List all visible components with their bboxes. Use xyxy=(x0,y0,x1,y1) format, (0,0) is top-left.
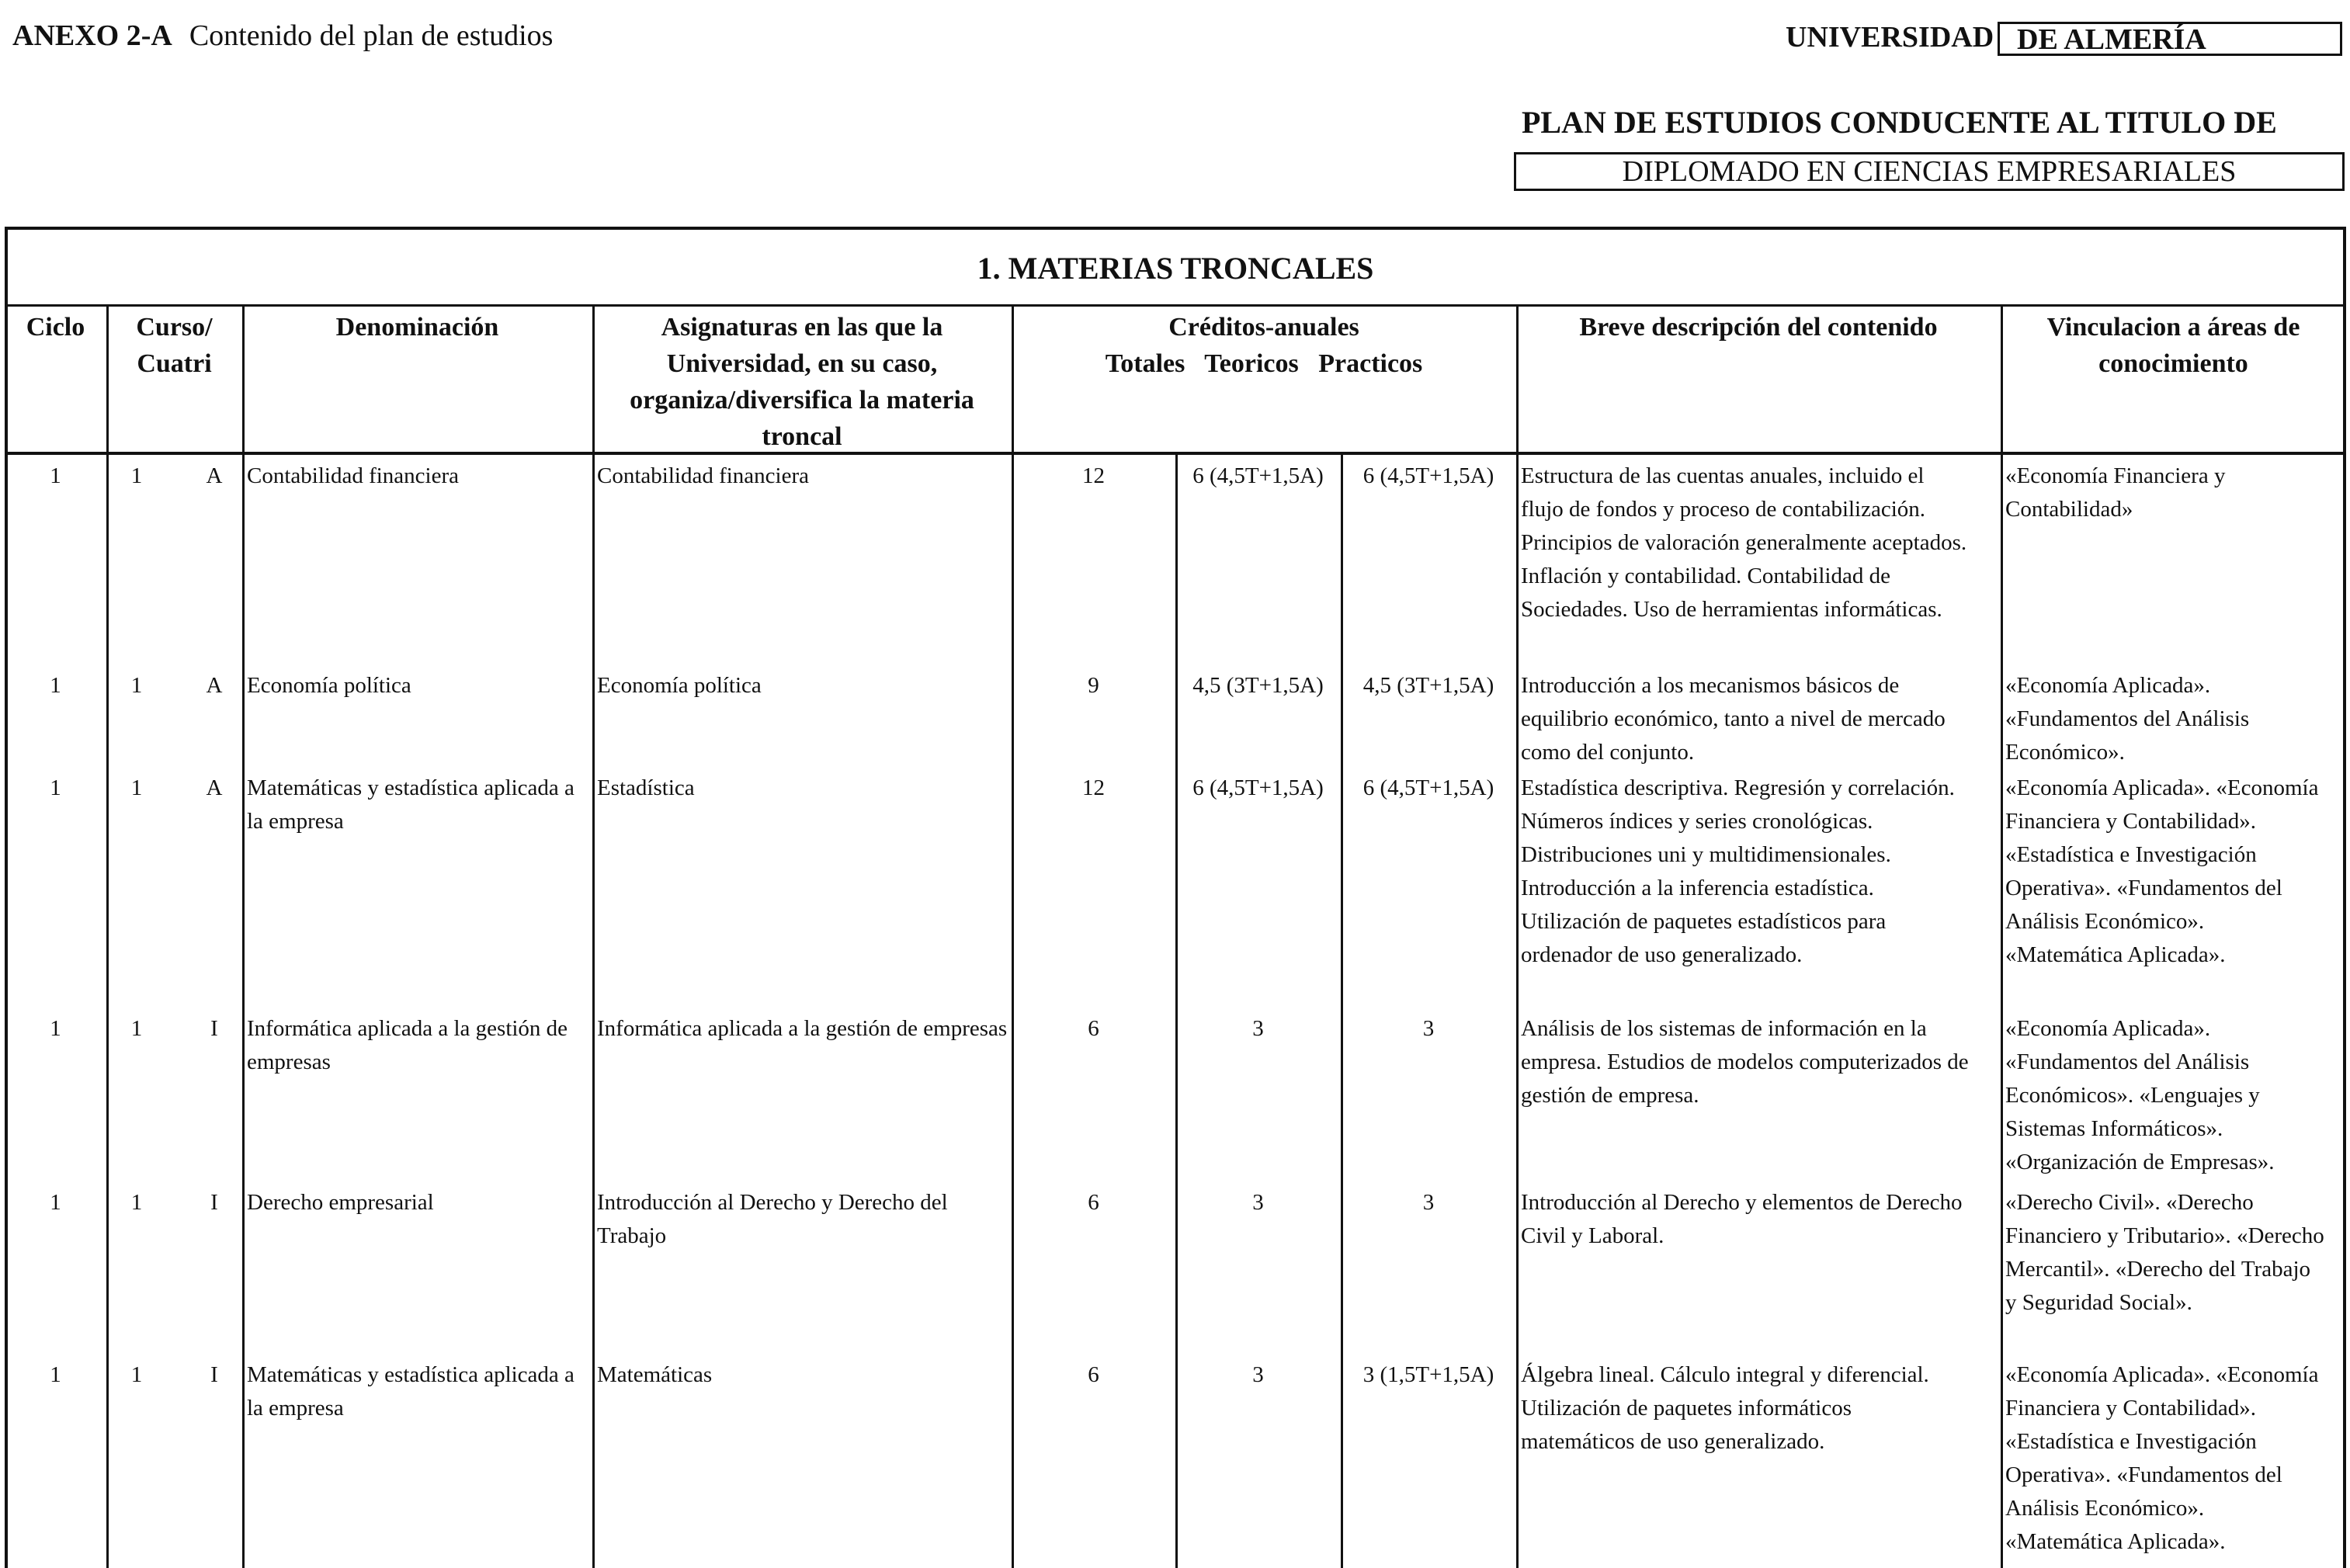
col-header-creditos-sub: Totales Teoricos Practicos xyxy=(1105,349,1423,378)
cell-creditos-practicos: 3 (1,5T+1,5A) xyxy=(1362,1362,1494,1387)
col-header-asignaturas xyxy=(592,309,1012,455)
degree-title: DIPLOMADO EN CIENCIAS EMPRESARIALES xyxy=(1514,152,2345,191)
cell-cuatri: I xyxy=(210,1190,218,1215)
vinculacion-line: «Organización de Empresas». xyxy=(2005,1150,2275,1174)
cell-creditos-teoricos: 4,5 (3T+1,5A) xyxy=(1192,673,1324,698)
cell-creditos-practicos: 6 (4,5T+1,5A) xyxy=(1362,775,1494,800)
col-divider xyxy=(242,304,245,1568)
descripcion-line: flujo de fondos y proceso de contabilización. xyxy=(1521,497,1926,522)
descripcion-line: Estructura de las cuentas anuales, incluido el xyxy=(1521,463,1925,488)
col-header-descripcion: Breve descripción del contenido xyxy=(1579,313,1938,342)
cell-asignatura: Introducción al Derecho y Derecho del Trabajo xyxy=(597,1190,948,1248)
cell-descripcion xyxy=(1521,669,1998,769)
cell-cuatri: I xyxy=(210,1016,218,1041)
col-divider xyxy=(1516,304,1519,1568)
cell-vinculacion xyxy=(2005,772,2344,972)
descripcion-line: como del conjunto. xyxy=(1521,740,1695,765)
descripcion-line: Inflación y contabilidad. Contabilidad de xyxy=(1521,564,1890,588)
vinculacion-line: «Estadística e Investigación xyxy=(2005,842,2257,867)
troncales-table xyxy=(5,227,2346,1568)
col-header-asig-line2: Universidad, en su caso, xyxy=(666,349,938,378)
cell-descripcion xyxy=(1521,772,1998,972)
vinculacion-line: Análisis Económico». xyxy=(2005,909,2205,934)
col-header-asig-line4: troncal xyxy=(762,422,842,451)
cell-asignatura: Matemáticas xyxy=(597,1362,713,1387)
cell-vinculacion xyxy=(2005,460,2344,526)
cell-curso: 1 xyxy=(130,463,143,488)
cell-denominacion: Matemáticas y estadística aplicada a la empresa xyxy=(247,775,574,834)
descripcion-line: Introducción al Derecho y elementos de Derecho xyxy=(1521,1190,1963,1215)
descripcion-line: Distribuciones uni y multidimensionales. xyxy=(1521,842,1891,867)
cell-cuatri: A xyxy=(206,463,223,488)
cell-creditos-teoricos: 3 xyxy=(1252,1016,1264,1041)
cell-creditos-totales: 12 xyxy=(1082,463,1105,488)
vinculacion-line: «Estadística e Investigación xyxy=(2005,1429,2257,1454)
col-header-asig-line1: Asignaturas en las que la xyxy=(661,313,943,342)
cell-ciclo: 1 xyxy=(50,1016,61,1041)
descripcion-line: Civil y Laboral. xyxy=(1521,1223,1664,1248)
descripcion-line: Números índices y series cronológicas. xyxy=(1521,809,1873,834)
cell-creditos-totales: 12 xyxy=(1082,775,1105,800)
cell-creditos-teoricos: 6 (4,5T+1,5A) xyxy=(1192,463,1324,488)
cell-vinculacion xyxy=(2005,1186,2344,1320)
cell-curso: 1 xyxy=(130,673,143,698)
vinculacion-line: «Economía Aplicada». «Economía xyxy=(2005,1362,2319,1387)
vinculacion-line: Análisis Económico». xyxy=(2005,1496,2205,1521)
descripcion-line: gestión de empresa. xyxy=(1521,1083,1699,1108)
cell-cuatri: I xyxy=(210,1362,218,1387)
vinculacion-line: Económicos». «Lenguajes y xyxy=(2005,1083,2260,1108)
vinculacion-line: Contabilidad» xyxy=(2005,497,2133,522)
cell-curso: 1 xyxy=(130,1362,143,1387)
vinculacion-line: Financiero y Tributario». «Derecho xyxy=(2005,1223,2324,1248)
cell-creditos-totales: 9 xyxy=(1088,673,1099,698)
cell-ciclo: 1 xyxy=(50,1190,61,1215)
cell-asignatura: Informática aplicada a la gestión de empresas xyxy=(597,1016,1008,1041)
cell-creditos-teoricos: 3 xyxy=(1252,1190,1264,1215)
col-header-asig-line3: organiza/diversifica la materia xyxy=(630,386,974,415)
descripcion-line: ordenador de uso generalizado. xyxy=(1521,942,1803,967)
vinculacion-line: «Matemática Aplicada». xyxy=(2005,1529,2226,1554)
cell-creditos-totales: 6 xyxy=(1088,1190,1099,1215)
vinculacion-line: Sistemas Informáticos». xyxy=(2005,1116,2223,1141)
university-name: DE ALMERÍA xyxy=(1998,22,2342,56)
cell-creditos-practicos: 4,5 (3T+1,5A) xyxy=(1362,673,1494,698)
col-header-creditos-title: Créditos-anuales xyxy=(1168,313,1359,342)
col-header-curso-line1: Curso/ xyxy=(136,313,213,342)
col-header-ciclo: Ciclo xyxy=(26,313,85,342)
university-label: UNIVERSIDAD xyxy=(1786,21,1994,54)
cell-ciclo: 1 xyxy=(50,673,61,698)
annex-heading xyxy=(12,19,553,53)
cell-asignatura: Economía política xyxy=(597,673,762,698)
vinculacion-line: «Fundamentos del Análisis xyxy=(2005,706,2250,731)
annex-label: ANEXO 2-A xyxy=(12,19,172,52)
vinculacion-line: y Seguridad Social». xyxy=(2005,1290,2192,1315)
cell-curso: 1 xyxy=(130,775,143,800)
col-header-creditos xyxy=(1012,309,1516,382)
col-header-vinc-line2: conocimiento xyxy=(2098,349,2248,378)
vinculacion-line: «Fundamentos del Análisis xyxy=(2005,1049,2250,1074)
cell-descripcion xyxy=(1521,1012,1998,1112)
cell-creditos-practicos: 3 xyxy=(1422,1016,1435,1041)
annex-subtitle: Contenido del plan de estudios xyxy=(189,19,554,52)
cell-denominacion: Matemáticas y estadística aplicada a la empresa xyxy=(247,1362,574,1421)
cell-descripcion xyxy=(1521,1186,1998,1253)
col-header-curso-line2: Cuatri xyxy=(137,349,212,378)
plan-title: PLAN DE ESTUDIOS CONDUCENTE AL TITULO DE xyxy=(1522,105,2277,140)
descripcion-line: equilibrio económico, tanto a nivel de mercado xyxy=(1521,706,1946,731)
cell-ciclo: 1 xyxy=(50,1362,61,1387)
vinculacion-line: Financiera y Contabilidad». xyxy=(2005,1396,2256,1421)
col-divider xyxy=(1175,452,1178,1568)
vinculacion-line: «Economía Aplicada». xyxy=(2005,1016,2211,1041)
descripcion-line: Utilización de paquetes informáticos xyxy=(1521,1396,1852,1421)
cell-creditos-totales: 6 xyxy=(1088,1362,1099,1387)
col-divider xyxy=(592,304,595,1568)
descripcion-line: Álgebra lineal. Cálculo integral y diferencial. xyxy=(1521,1362,1929,1387)
vinculacion-line: Financiera y Contabilidad». xyxy=(2005,809,2256,834)
vinculacion-line: «Economía Aplicada». xyxy=(2005,673,2211,698)
vinculacion-line: Operativa». «Fundamentos del xyxy=(2005,876,2282,900)
cell-vinculacion xyxy=(2005,1358,2344,1559)
col-divider xyxy=(106,304,109,1568)
cell-denominacion: Contabilidad financiera xyxy=(247,463,459,488)
vinculacion-line: Económico». xyxy=(2005,740,2125,765)
cell-vinculacion xyxy=(2005,669,2344,769)
cell-creditos-practicos: 3 xyxy=(1422,1190,1435,1215)
cell-cuatri: A xyxy=(206,775,223,800)
descripcion-line: Utilización de paquetes estadísticos para xyxy=(1521,909,1887,934)
cell-asignatura: Contabilidad financiera xyxy=(597,463,809,488)
section-title: 1. MATERIAS TRONCALES xyxy=(977,251,1374,286)
cell-curso: 1 xyxy=(130,1190,143,1215)
vinculacion-line: Mercantil». «Derecho del Trabajo xyxy=(2005,1257,2311,1282)
cell-denominacion: Derecho empresarial xyxy=(247,1190,434,1215)
cell-descripcion xyxy=(1521,460,1998,626)
cell-denominacion: Economía política xyxy=(247,673,411,698)
cell-denominacion: Informática aplicada a la gestión de empresas xyxy=(247,1016,568,1074)
descripcion-line: Introducción a los mecanismos básicos de xyxy=(1521,673,1900,698)
cell-creditos-practicos: 6 (4,5T+1,5A) xyxy=(1362,463,1494,488)
vinculacion-line: «Economía Aplicada». «Economía xyxy=(2005,775,2319,800)
cell-vinculacion xyxy=(2005,1012,2344,1179)
cell-creditos-teoricos: 3 xyxy=(1252,1362,1264,1387)
descripcion-line: Sociedades. Uso de herramientas informáticas. xyxy=(1521,597,1942,622)
col-divider xyxy=(2001,304,2003,1568)
col-divider xyxy=(1341,452,1343,1568)
descripcion-line: Principios de valoración generalmente aceptados. xyxy=(1521,530,1967,555)
descripcion-line: empresa. Estudios de modelos computerizados de xyxy=(1521,1049,1969,1074)
descripcion-line: Análisis de los sistemas de información en la xyxy=(1521,1016,1927,1041)
vinculacion-line: Operativa». «Fundamentos del xyxy=(2005,1462,2282,1487)
col-header-vinculacion xyxy=(2001,309,2346,382)
cell-asignatura: Estadística xyxy=(597,775,695,800)
cell-ciclo: 1 xyxy=(50,463,61,488)
vinculacion-line: «Derecho Civil». «Derecho xyxy=(2005,1190,2254,1215)
cell-creditos-totales: 6 xyxy=(1088,1016,1099,1041)
cell-creditos-teoricos: 6 (4,5T+1,5A) xyxy=(1192,775,1324,800)
cell-ciclo: 1 xyxy=(50,775,61,800)
col-header-curso xyxy=(106,309,242,382)
col-header-denominacion: Denominación xyxy=(335,313,499,342)
vinculacion-line: «Matemática Aplicada». xyxy=(2005,942,2226,967)
title-divider xyxy=(5,304,2346,307)
cell-curso: 1 xyxy=(130,1016,143,1041)
descripcion-line: Introducción a la inferencia estadística. xyxy=(1521,876,1874,900)
table-border-top xyxy=(5,227,2346,230)
cell-cuatri: A xyxy=(206,673,223,698)
descripcion-line: Estadística descriptiva. Regresión y correlación. xyxy=(1521,775,1955,800)
cell-descripcion xyxy=(1521,1358,1998,1459)
descripcion-line: matemáticos de uso generalizado. xyxy=(1521,1429,1825,1454)
vinculacion-line: «Economía Financiera y xyxy=(2005,463,2226,488)
col-header-vinc-line1: Vinculacion a áreas de xyxy=(2046,313,2300,342)
